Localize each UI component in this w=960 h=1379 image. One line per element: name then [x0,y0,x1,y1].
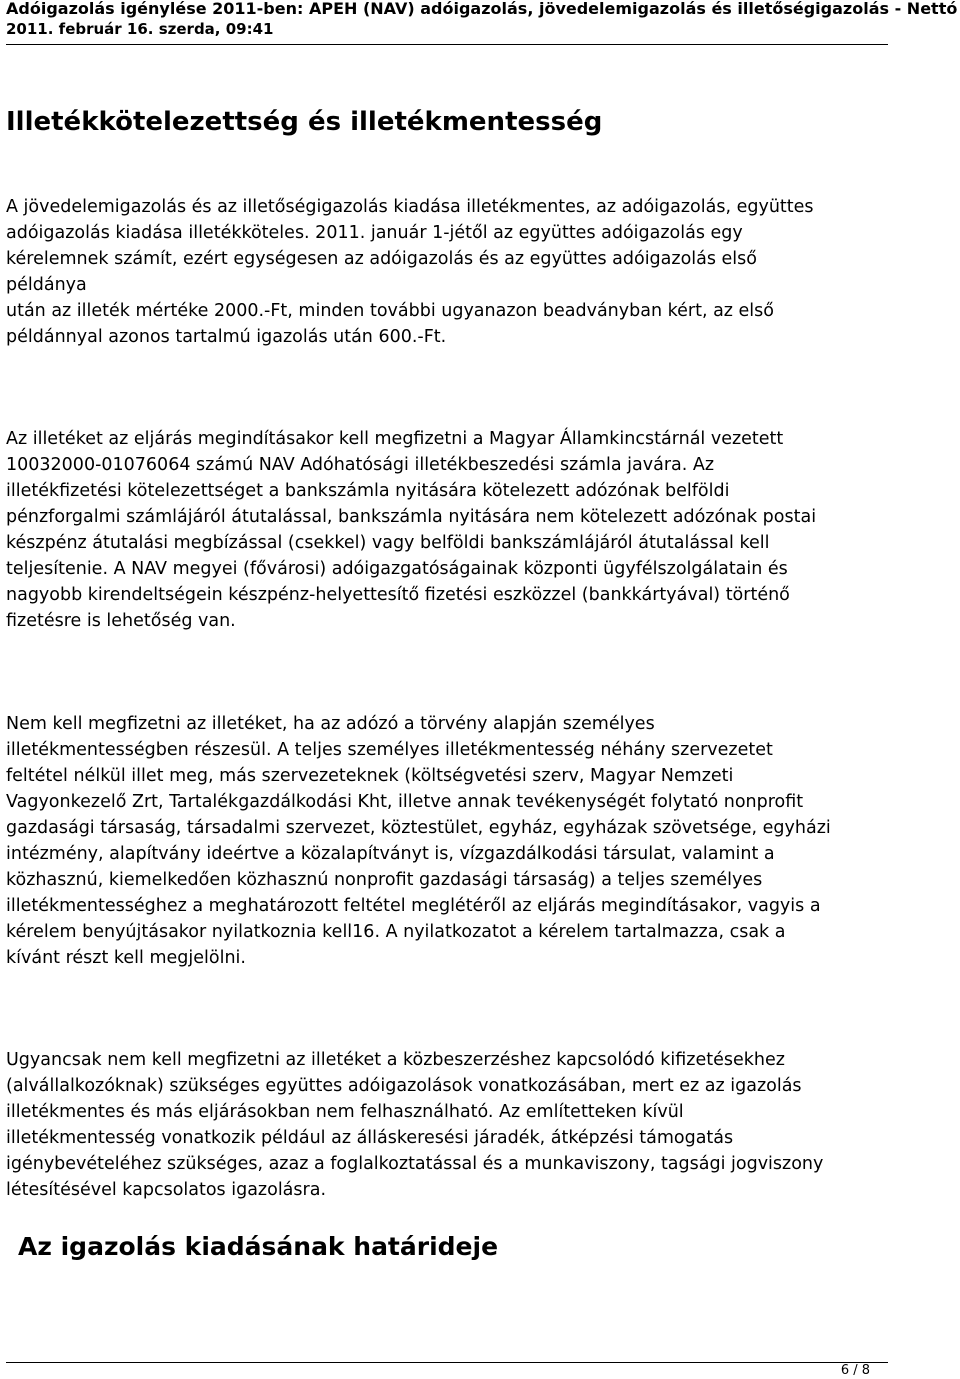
text-line: illetékmentesség vonatkozik például az álláskeresési járadék, átképzési támogatás [6,1128,734,1148]
text-line: illetékmentes és más eljárásokban nem felhasználható. Az említetteken kívül [6,1102,684,1122]
text-line: illetékmentességben részesül. A teljes személyes illetékmentesség néhány szervezetet [6,740,773,760]
paragraph-payment-method [6,426,936,634]
text-line: Vagyonkezelő Zrt, Tartalékgazdálkodási Kht, illetve annak tevékenységét folytató nonprofit [6,792,804,812]
document-title: Adóigazolás igénylése 2011-ben: APEH (NAV) adóigazolás, jövedelemigazolás és illetőségigazolás - Nettó [6,0,958,18]
paragraph-personal-exemption [6,711,936,971]
text-line: közhasznú, kiemelkedően közhasznú nonprofit gazdasági társaság) a teljes személyes [6,870,763,890]
text-line: (alvállalkozóknak) szükséges együttes adóigazolások vonatkozásában, mert ez az igazolás [6,1076,802,1096]
text-line: készpénz átutalási megbízással (csekkel) vagy belföldi bankszámlájáról átutalással kell [6,533,770,553]
paragraph-other-exemptions [6,1047,936,1203]
header-divider [6,44,888,45]
text-line: igénybevételéhez szükséges, azaz a foglalkoztatással és a munkaviszony, tagsági jogviszony [6,1154,824,1174]
text-line: teljesítenie. A NAV megyei (fővárosi) adóigazgatóságainak központi ügyfélszolgálatain és [6,559,788,579]
text-line: kérelemnek számít, ezért egységesen az adóigazolás és az együttes adóigazolás első [6,249,757,269]
section-heading: Illetékkötelezettség és illetékmentesség [6,107,603,137]
text-line: pénzforgalmi számlájáról átutalással, bankszámla nyitására nem kötelezett adózónak postai [6,507,817,527]
page-header [6,0,960,39]
text-line: adóigazolás kiadása illetékköteles. 2011. január 1-jétől az együttes adóigazolás egy [6,223,743,243]
footer-divider [6,1362,888,1363]
text-line: illetékfizetési kötelezettséget a bankszámla nyitására kötelezett adózónak belföldi [6,481,730,501]
text-line: feltétel nélkül illet meg, más szervezeteknek (költségvetési szerv, Magyar Nemzeti [6,766,734,786]
text-line: Ugyancsak nem kell megfizetni az illetéket a közbeszerzéshez kapcsolódó kifizetésekhez [6,1050,785,1070]
text-line: Nem kell megfizetni az illetéket, ha az adózó a törvény alapján személyes [6,714,655,734]
text-line: 10032000-01076064 számú NAV Adóhatósági illetékbeszedési számla javára. Az [6,455,715,475]
text-line: után az illeték mértéke 2000.-Ft, minden további ugyanazon beadványban kért, az első [6,301,774,321]
text-line: A jövedelemigazolás és az illetőségigazolás kiadása illetékmentes, az adóigazolás, együttes [6,197,814,217]
text-line: kérelem benyújtásakor nyilatkoznia kell16. A nyilatkozatot a kérelem tartalmazza, csak a [6,922,786,942]
text-line: intézmény, alapítvány ideértve a közalapítványt is, vízgazdálkodási társulat, valamint a [6,844,775,864]
text-line: kívánt részt kell megjelölni. [6,948,246,968]
text-line: fizetésre is lehetőség van. [6,611,236,631]
text-line: Az illetéket az eljárás megindításakor kell megfizetni a Magyar Államkincstárnál vezetett [6,429,784,449]
page-number: 6 / 8 [840,1363,870,1378]
text-line: gazdasági társaság, társadalmi szervezet, köztestület, egyház, egyházak szövetsége, egyházi [6,818,831,838]
text-line: illetékmentességhez a meghatározott feltétel meglétéről az eljárás megindításakor, vagyis a [6,896,821,916]
document-date: 2011. február 16. szerda, 09:41 [6,20,274,38]
text-line: létesítésével kapcsolatos igazolásra. [6,1180,327,1200]
paragraph-fee-amount [6,194,936,350]
text-line: nagyobb kirendeltségein készpénz-helyettesítő fizetési eszközzel (bankkártyával) történő [6,585,790,605]
text-line: példánya [6,275,87,295]
subsection-heading: Az igazolás kiadásának határideje [18,1232,499,1261]
text-line: példánnyal azonos tartalmú igazolás után 600.-Ft. [6,327,447,347]
